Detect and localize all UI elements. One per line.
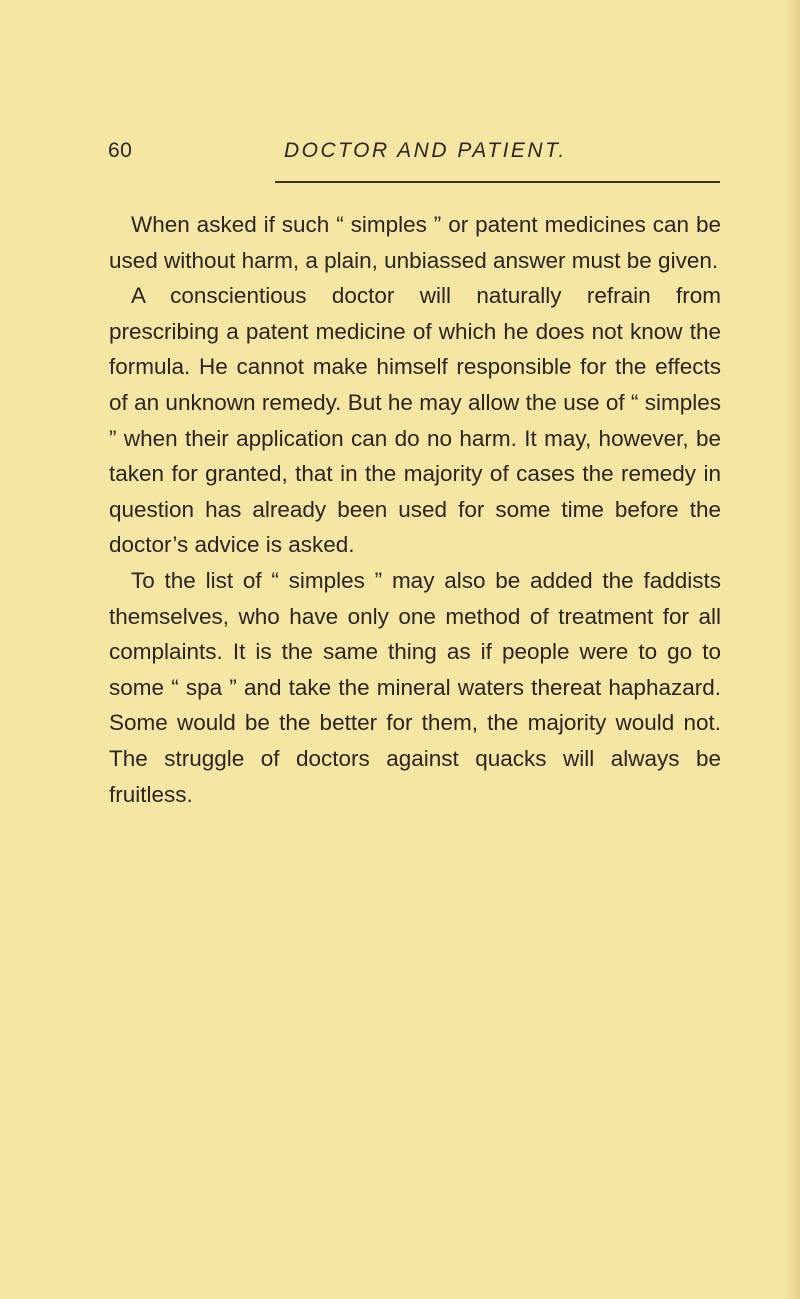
paragraph: To the list of “ simples ” may also be added the faddists themselves, who have only one method of treatment for all complaints. It is the same thing as if people were to go to some “ spa ” and take the mineral waters thereat haphazard. Some would be the better for them, the majority would not. The struggle of doctors against quacks will always be fruitless. bbox=[109, 567, 721, 807]
page-edge-shadow bbox=[786, 0, 800, 1299]
body-text bbox=[109, 207, 721, 812]
running-title: DOCTOR AND PATIENT. bbox=[284, 139, 567, 162]
header-rule bbox=[275, 181, 720, 183]
paragraph: A conscientious doctor will naturally refrain from prescribing a patent medicine of which he does not know the formula. He cannot make himself responsible for the effects of an unknown remedy. But he may allow the use of “ simples ” when their application can do no harm. It may, however, be taken for granted, that in the majority of cases the remedy in question has already been used for some time before the doctor’s advice is asked. bbox=[109, 283, 721, 558]
page-number: 60 bbox=[108, 139, 133, 162]
page-header bbox=[108, 137, 720, 173]
paragraph: When asked if such “ simples ” or patent medicines can be used without harm, a plain, unbiassed answer must be given. bbox=[109, 212, 721, 273]
